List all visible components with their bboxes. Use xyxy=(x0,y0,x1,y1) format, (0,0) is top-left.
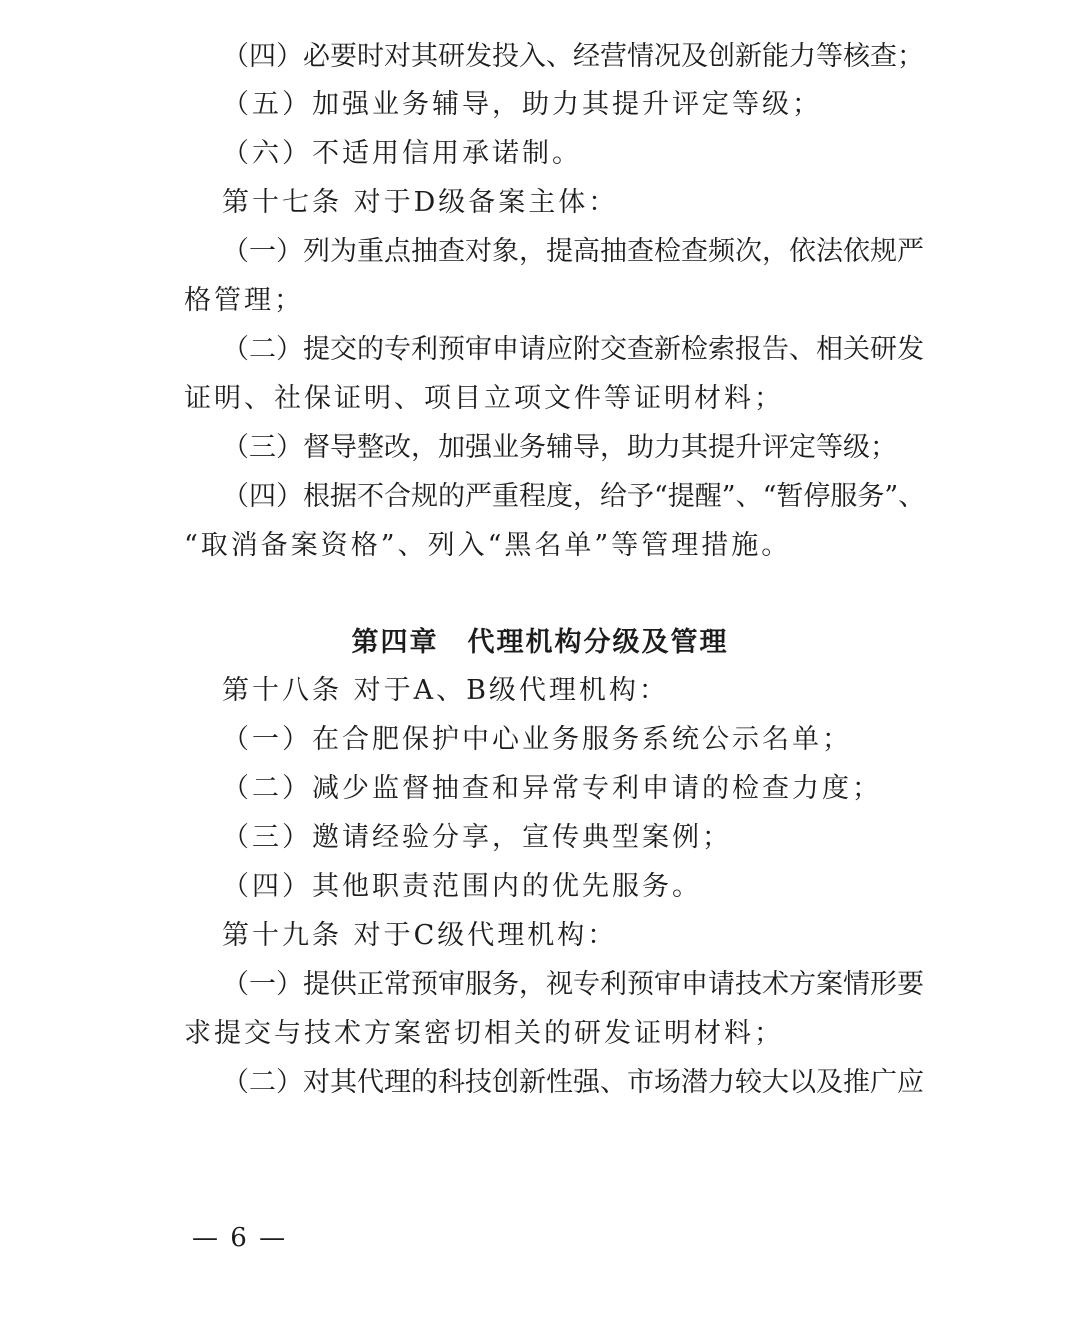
clause-line-continued: 格管理； xyxy=(184,285,304,316)
article-heading: 第十七条 对于D级备案主体： xyxy=(222,187,619,218)
page-number: — 6 — xyxy=(192,1223,288,1253)
clause-line: （一）列为重点抽查对象，提高抽查检查频次，依法依规严 xyxy=(222,236,924,267)
clause-line-continued: 求提交与技术方案密切相关的研发证明材料； xyxy=(184,1018,784,1049)
clause-line: （三）督导整改，加强业务辅导，助力其提升评定等级； xyxy=(222,432,897,463)
clause-line: （一）在合肥保护中心业务服务系统公示名单； xyxy=(222,724,852,755)
clause-line: （六）不适用信用承诺制。 xyxy=(222,138,582,169)
clause-line: （三）邀请经验分享，宣传典型案例； xyxy=(222,822,732,853)
clause-line: （四）必要时对其研发投入、经营情况及创新能力等核查； xyxy=(222,41,924,72)
clause-line: （四）根据不合规的严重程度，给予“提醒”、“暂停服务”、 xyxy=(222,481,926,512)
clause-line: （一）提供正常预审服务，视专利预审申请技术方案情形要 xyxy=(222,969,924,1000)
clause-line: （二）提交的专利预审申请应附交查新检索报告、相关研发 xyxy=(222,334,924,365)
chapter-heading: 第四章 代理机构分级及管理 xyxy=(351,627,729,658)
clause-line-continued: “取消备案资格”、列入“黑名单”等管理措施。 xyxy=(184,530,792,561)
clause-line: （二）减少监督抽查和异常专利申请的检查力度； xyxy=(222,773,882,804)
clause-line-continued: 证明、社保证明、项目立项文件等证明材料； xyxy=(184,383,784,414)
article-heading: 第十八条 对于A、B级代理机构： xyxy=(222,675,669,706)
clause-line: （二）对其代理的科技创新性强、市场潜力较大以及推广应 xyxy=(222,1067,924,1098)
article-heading: 第十九条 对于C级代理机构： xyxy=(222,920,618,951)
clause-line: （四）其他职责范围内的优先服务。 xyxy=(222,871,702,902)
clause-line: （五）加强业务辅导，助力其提升评定等级； xyxy=(222,89,822,120)
